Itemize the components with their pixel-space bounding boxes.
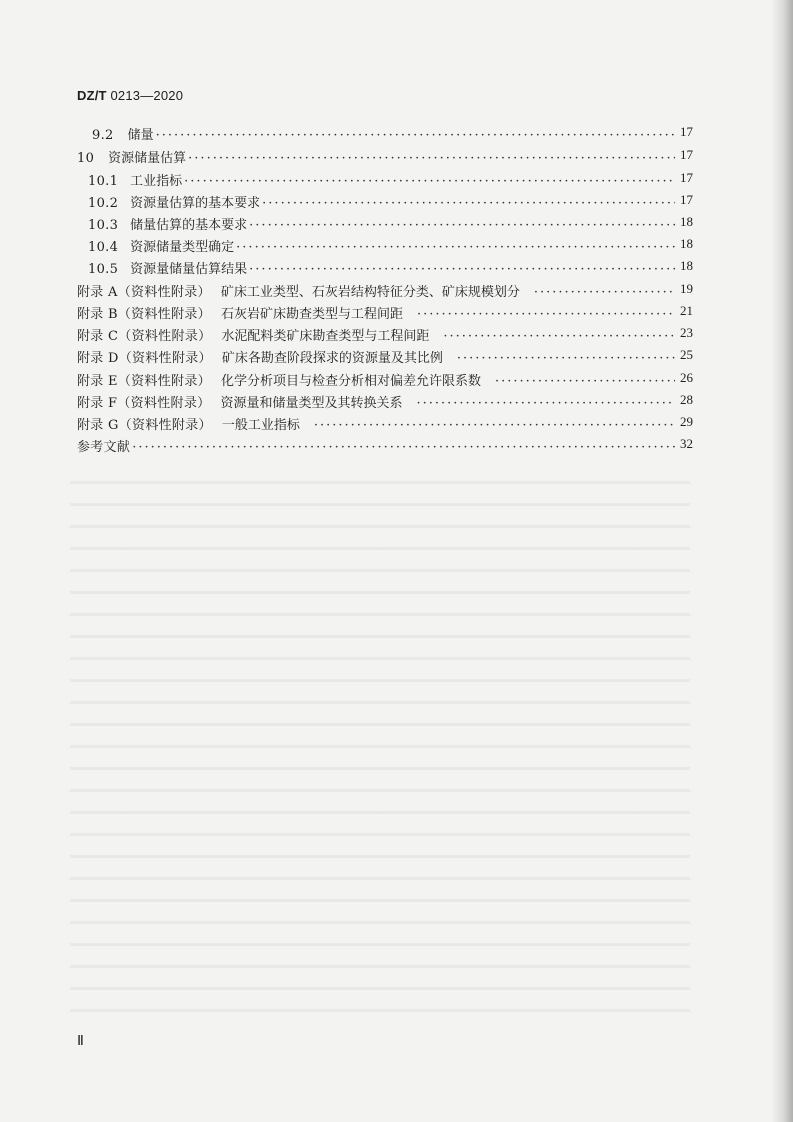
toc-entry-number: 参考文献: [77, 440, 131, 455]
toc-entry-number: 附录 A（资料性附录）: [77, 285, 211, 300]
toc-entry-page: 23: [680, 325, 693, 340]
toc-leader-dots: [417, 307, 675, 322]
toc-entry-title: 矿床工业类型、石灰岩结构特征分类、矿床规模划分: [220, 285, 520, 300]
toc-leader-dots: [184, 174, 675, 189]
standard-code: [77, 88, 183, 103]
toc-entry-title: 矿床各勘查阶段探求的资源量及其比例: [221, 351, 443, 366]
toc-entry-page: 18: [680, 214, 693, 229]
toc-entry-title: 资源量估算的基本要求: [130, 196, 261, 211]
toc-entry-title: 资源储量估算: [108, 151, 187, 166]
toc-leader-dots: [262, 196, 675, 211]
toc-entry-page: 18: [680, 236, 693, 251]
toc-entry-number: 附录 D（资料性附录）: [77, 351, 212, 366]
toc-entry-title: 水泥配料类矿床勘查类型与工程间距: [221, 329, 430, 344]
toc-entry[interactable]: [0, 170, 793, 190]
toc-entry-page: 17: [680, 124, 693, 139]
toc-entry-page: 17: [680, 192, 693, 207]
toc-entry-title: 资源储量类型确定: [130, 240, 235, 255]
toc-entry-page: 21: [680, 303, 693, 318]
show-through-text: [70, 462, 690, 1022]
toc-entry-number: 附录 F（资料性附录）: [77, 396, 211, 411]
toc-entry-number: 附录 G（资料性附录）: [77, 418, 212, 433]
toc-leader-dots: [249, 218, 675, 233]
toc-entry-appendix-g[interactable]: [0, 414, 793, 434]
toc-entry-number: 10.4: [88, 240, 119, 255]
toc-leader-dots: [443, 329, 675, 344]
toc-entry-title: 一般工业指标: [221, 418, 300, 433]
toc-entry-appendix-f[interactable]: [0, 392, 793, 412]
toc-leader-dots: [249, 262, 675, 277]
toc-entry-appendix-c[interactable]: [0, 325, 793, 345]
toc-entry-title: 储量: [127, 128, 154, 143]
toc-entry[interactable]: [0, 236, 793, 256]
toc-leader-dots: [495, 374, 675, 389]
toc-leader-dots: [314, 418, 675, 433]
toc-entry-page: 25: [680, 347, 693, 362]
toc-entry-page: 18: [680, 258, 693, 273]
toc-leader-dots: [416, 396, 675, 411]
toc-entry-title: 工业指标: [130, 174, 183, 189]
toc-entry-number: 10.1: [88, 174, 119, 189]
toc-entry-title: 化学分析项目与检查分析相对偏差允许限系数: [220, 374, 481, 389]
toc-entry[interactable]: [0, 147, 793, 167]
toc-entry-number: 附录 B（资料性附录）: [77, 307, 211, 322]
standard-code-number: 0213—2020: [106, 88, 184, 103]
toc-entry-title: 资源量储量估算结果: [130, 262, 248, 277]
toc-leader-dots: [188, 151, 675, 166]
toc-entry-page: 17: [680, 170, 693, 185]
toc-entry-number: 10: [77, 151, 95, 166]
toc-entry-number: 附录 E（资料性附录）: [77, 374, 211, 389]
toc-entry-references[interactable]: [0, 436, 793, 456]
toc-entry-page: 17: [680, 147, 693, 162]
toc-entry-page: 32: [680, 436, 693, 451]
toc-entry-page: 26: [680, 370, 693, 385]
toc-leader-dots: [236, 240, 675, 255]
toc-entry-title: 石灰岩矿床勘查类型与工程间距: [221, 307, 404, 322]
toc-entry-appendix-d[interactable]: [0, 347, 793, 367]
toc-entry-page: 19: [680, 281, 693, 296]
toc-entry-appendix-b[interactable]: [0, 303, 793, 323]
toc-entry[interactable]: [0, 124, 793, 144]
toc-leader-dots: [132, 440, 675, 455]
page-number: Ⅱ: [77, 1034, 84, 1049]
toc-entry[interactable]: [0, 192, 793, 212]
toc-entry-page: 29: [680, 414, 693, 429]
toc-entry-title: 资源量和储量类型及其转换关系: [220, 396, 403, 411]
toc-leader-dots: [534, 285, 675, 300]
toc-leader-dots: [156, 128, 675, 143]
toc-entry-number: 9.2: [92, 128, 114, 143]
page-edge-shadow: [771, 0, 793, 1122]
toc-entry-page: 28: [680, 392, 693, 407]
toc-entry-appendix-e[interactable]: [0, 370, 793, 390]
standard-code-prefix: DZ/T: [77, 88, 107, 103]
toc-entry-number: 10.3: [88, 218, 119, 233]
toc-leader-dots: [457, 351, 675, 366]
toc-entry-appendix-a[interactable]: [0, 281, 793, 301]
toc-entry-title: 储量估算的基本要求: [130, 218, 248, 233]
toc-entry-number: 附录 C（资料性附录）: [77, 329, 212, 344]
toc-entry[interactable]: [0, 214, 793, 234]
toc-entry-number: 10.5: [88, 262, 119, 277]
toc-entry-number: 10.2: [88, 196, 119, 211]
toc-entry[interactable]: [0, 258, 793, 278]
